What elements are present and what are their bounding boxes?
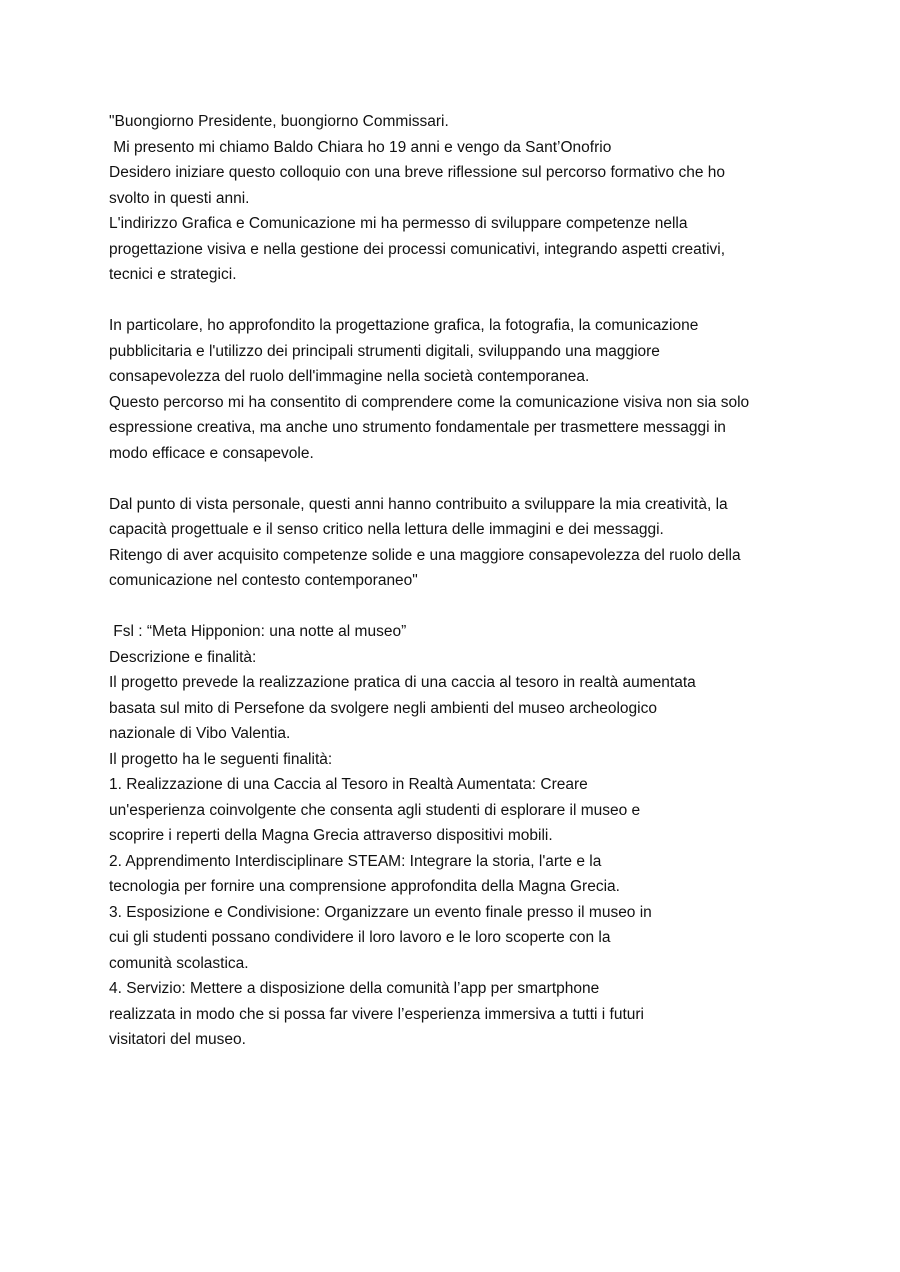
text-line: espressione creativa, ma anche uno strumento fondamentale per trasmettere messaggi in (109, 419, 726, 436)
text-line: Mi presento mi chiamo Baldo Chiara ho 19 anni e vengo da Sant’Onofrio (109, 138, 612, 156)
text-line: Ritengo di aver acquisito competenze solide e una maggiore consapevolezza del ruolo della (109, 546, 741, 564)
list-item-3: 3. Esposizione e Condivisione: Organizzare un evento finale presso il museo in (109, 903, 652, 921)
paragraph-gap (109, 466, 809, 492)
text-line: Il progetto ha le seguenti finalità: (109, 750, 333, 768)
text-line: comunità scolastica. (109, 954, 249, 972)
text-line: progettazione visiva e nella gestione dei processi comunicativi, integrando aspetti creativi, (109, 240, 726, 258)
text-line: pubblicitaria e l'utilizzo dei principali strumenti digitali, sviluppando una maggiore (109, 342, 660, 360)
text-line: svolto in questi anni. (109, 189, 250, 207)
text-line: basata sul mito di Persefone da svolgere negli ambienti del museo archeologico (109, 699, 657, 717)
text-line: In particolare, ho approfondito la progettazione grafica, la fotografia, la comunicazione (109, 317, 699, 334)
text-line: tecnologia per fornire una comprensione approfondita della Magna Grecia. (109, 878, 620, 895)
project-title: Fsl : “Meta Hipponion: una notte al museo” (109, 623, 407, 640)
text-line: un'esperienza coinvolgente che consenta agli studenti di esplorare il museo e (109, 801, 641, 819)
document-body (109, 109, 809, 1053)
text-line: visitatori del museo. (109, 1031, 246, 1048)
text-line: cui gli studenti possano condividere il loro lavoro e le loro scoperte con la (109, 929, 611, 946)
text-line: comunicazione nel contesto contemporaneo" (109, 572, 418, 589)
text-line: capacità progettuale e il senso critico nella lettura delle immagini e dei messaggi. (109, 521, 664, 538)
section-heading: Descrizione e finalità: (109, 648, 257, 666)
text-line: scoprire i reperti della Magna Grecia attraverso dispositivi mobili. (109, 827, 553, 844)
text-line: Desidero iniziare questo colloquio con una breve riflessione sul percorso formativo che ho (109, 164, 726, 181)
list-item-4: 4. Servizio: Mettere a disposizione della comunità l’app per smartphone (109, 980, 600, 997)
paragraph-gap (109, 288, 809, 314)
list-item-1: 1. Realizzazione di una Caccia al Tesoro in Realtà Aumentata: Creare (109, 776, 588, 793)
paragraph-gap (109, 594, 809, 620)
text-line: Dal punto di vista personale, questi anni hanno contribuito a sviluppare la mia creatività, la (109, 495, 728, 513)
text-line: Il progetto prevede la realizzazione pratica di una caccia al tesoro in realtà aumentata (109, 674, 696, 691)
list-item-2: 2. Apprendimento Interdisciplinare STEAM: Integrare la storia, l'arte e la (109, 852, 602, 870)
text-line: nazionale di Vibo Valentia. (109, 725, 291, 742)
text-line: Questo percorso mi ha consentito di comprendere come la comunicazione visiva non sia solo (109, 393, 750, 411)
text-line: consapevolezza del ruolo dell'immagine nella società contemporanea. (109, 368, 590, 385)
text-line: L'indirizzo Grafica e Comunicazione mi ha permesso di sviluppare competenze nella (109, 215, 688, 232)
text-line: modo efficace e consapevole. (109, 444, 314, 462)
text-line: tecnici e strategici. (109, 266, 237, 283)
text-line: realizzata in modo che si possa far vivere l’esperienza immersiva a tutti i futuri (109, 1005, 644, 1023)
text-line: "Buongiorno Presidente, buongiorno Commissari. (109, 113, 449, 130)
